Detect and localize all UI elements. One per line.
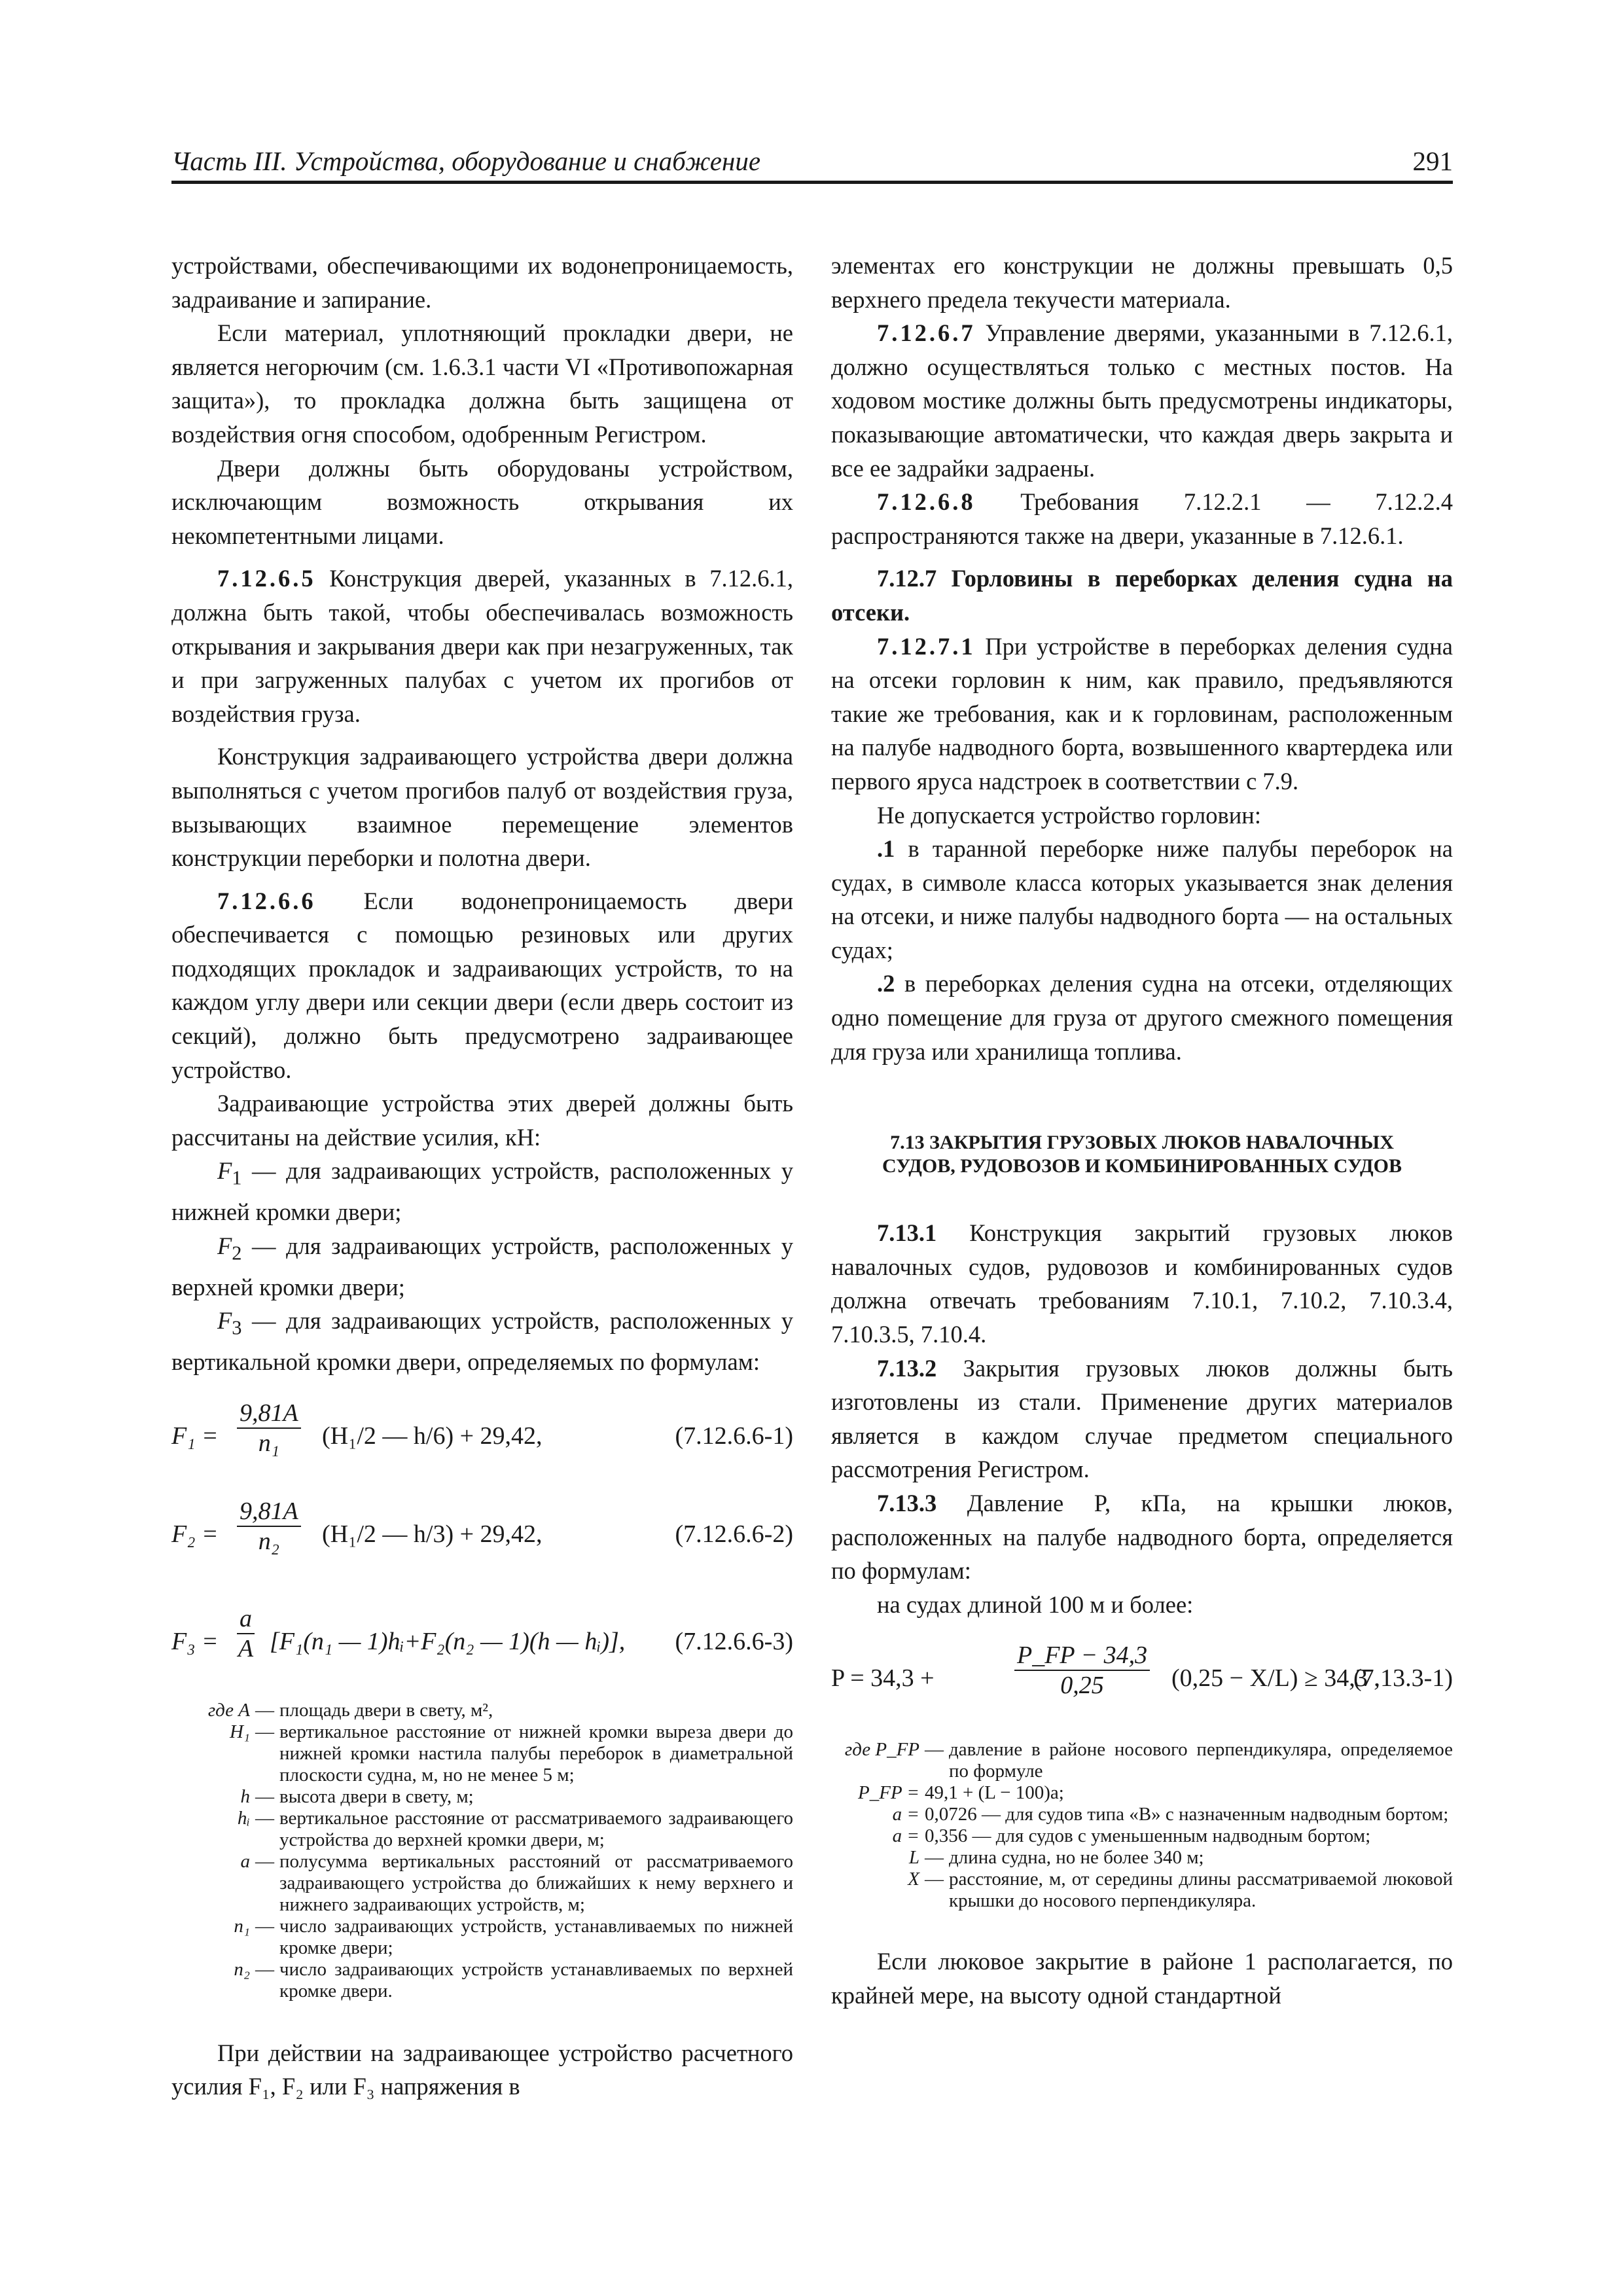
- force-definition: $F_2$ — для задраивающих устройств, расположенных у верхней кромки двери;: [171, 1232, 793, 1300]
- running-header: [171, 141, 1453, 184]
- paragraph: 7.12.6.7 Управление дверями, указанными в 7.12.6.1, должно осуществляться только с местных постов. На ходовом мостике должны быть предусмотрены индикаторы, показывающие автоматически, что каждая дверь закрыта и все ее задрайки задраены.: [831, 319, 1453, 482]
- definition-row: где P_FP — давление в районе носового перпендикуляра, определяемое по формуле: [844, 1739, 1453, 1782]
- definition-row: P_FP = 49,1 + (L − 100)a;: [858, 1782, 1064, 1804]
- header-title: Часть III. Устройства, оборудование и снабжение: [171, 146, 761, 176]
- formula-7-13-3-1: P = 34,3 + $\frac{P\_FP - 34,3}{0,25}$ (0,25 − X/L) ≥ 34,3 , (7.13.3-1): [831, 1641, 1453, 1700]
- symbol-definitions: [171, 1700, 793, 2002]
- paragraph: на судах длиной 100 м и более:: [877, 1590, 1194, 1618]
- paragraph: 7.13.2 Закрытия грузовых люков должны быть изготовлены из стали. Применение других материалов является в каждом случае предметом специального рассмотрения Регистром.: [831, 1354, 1453, 1483]
- formula-7-12-6-6-2: F₂ = $\frac{9,81A}{\text{n₂}}$ (H₁/2 — h/3) + 29,42, (7.12.6.6-2): [171, 1497, 793, 1555]
- clause-number: 7.13.2: [877, 1354, 937, 1382]
- paragraph: 7.12.6.6 Если водонепроницаемость двери обеспечивается с помощью резиновых или других подходящих прокладок и задраивающих устройств, то на каждом углу двери или секции двери (если дверь состоит из секций), должно быть предусмотрено задраивающее устройство.: [171, 887, 793, 1083]
- paragraph: Задраивающие устройства этих дверей должны быть рассчитаны на действие усилия, кН:: [171, 1090, 793, 1151]
- clause-number: 7.12.6.5: [217, 565, 316, 592]
- paragraph: 7.12.7.1 При устройстве в переборках деления судна на отсеки горловин к ним, как правило, предъявляются такие же требования, как и к горловинам, расположенным на палубе надводного борта, возвышенного квартердека или первого яруса надстроек в соответствии с 7.9.: [831, 632, 1453, 795]
- clause-number: 7.12.6.8: [877, 488, 976, 516]
- definition-row: где A — площадь двери в свету, м²,: [207, 1699, 493, 1721]
- definition-row: n₂ — число задраивающих устройств устанавливаемых по верхней кромке двери.: [234, 1958, 793, 2001]
- left-column: [171, 249, 793, 2104]
- paragraph: 7.13.1 Конструкция закрытий грузовых люков навалочных судов, рудовозов и комбинированных судов должна отвечать требованиям 7.10.1, 7.10.2, 7.10.3.4, 7.10.3.5, 7.10.4.: [831, 1219, 1453, 1348]
- page-number: 291: [1412, 146, 1453, 176]
- clause-number: 7.13.3: [877, 1490, 937, 1516]
- force-definition: $F_3$ — для задраивающих устройств, расположенных у вертикальной кромки двери, определяемых по формулам:: [171, 1307, 793, 1376]
- paragraph: 7.13.3 Давление P, кПа, на крышки люков, расположенных на палубе надводного борта, определяется по формулам:: [831, 1490, 1453, 1585]
- section-title: 7.13 ЗАКРЫТИЯ ГРУЗОВЫХ ЛЮКОВ НАВАЛОЧНЫХ СУДОВ, РУДОВОЗОВ И КОМБИНИРОВАННЫХ СУДОВ: [882, 1132, 1402, 1177]
- definition-row: a = 0,0726 — для судов типа «B» с назначенным надводным бортом;: [892, 1804, 1449, 1825]
- force-definition: $F_1$ — для задраивающих устройств, расположенных у нижней кромки двери;: [171, 1157, 793, 1226]
- paragraph: 7.12.6.8 Требования 7.12.2.1 — 7.12.2.4 распространяются также на двери, указанные в 7.12.6.1.: [831, 488, 1453, 549]
- definition-row: hᵢ — вертикальное расстояние от рассматриваемого задраивающего устройства до верхней кромки двери, м;: [237, 1807, 793, 1850]
- formula-7-12-6-6-1: F₁ = $\frac{9,81A}{\text{n₁}}$ (H₁/2 — h/6) + 29,42, (7.12.6.6-1): [171, 1399, 793, 1457]
- subsection-heading: 7.12.7 Горловины в переборках деления судна на отсеки.: [831, 565, 1453, 626]
- definition-row: X — расстояние, м, от середины длины рассматриваемой люковой крышки до носового перпендикуляра.: [908, 1869, 1453, 1912]
- list-item: .1 в таранной переборке ниже палубы переборок на судах, в символе класса которых указывается знак деления на отсеки, и ниже палубы надводного борта — на остальных судах;: [831, 835, 1453, 963]
- definition-row: a — полусумма вертикальных расстояний от рассматриваемого задраивающего устройства до ближайших к нему верхнего и нижнего задраивающих устройств, м;: [240, 1850, 793, 1915]
- list-item: .2 в переборках деления судна на отсеки, отделяющих одно помещение для груза от другого смежного помещения для груза или хранилища топлива.: [831, 970, 1453, 1065]
- right-column: [831, 249, 1453, 2013]
- paragraph: 7.12.6.5 Конструкция дверей, указанных в 7.12.6.1, должна быть такой, чтобы обеспечивалась возможность открывания и закрывания двери как при незагруженных, так и при загруженных палубах с учетом их прогибов от воздействия груза.: [171, 565, 793, 727]
- paragraph: При действии на задраивающее устройство расчетного усилия F₁, F₂ или F₃ напряжения в: [171, 2039, 793, 2100]
- paragraph: Двери должны быть оборудованы устройством, исключающим возможность открывания их некомпетентными лицами.: [171, 454, 793, 549]
- definition-row: h — высота двери в свету, м;: [240, 1785, 474, 1807]
- clause-number: 7.13.1: [877, 1219, 937, 1247]
- definition-row: a = 0,356 — для судов с уменьшенным надводным бортом;: [892, 1825, 1371, 1847]
- symbol-definitions: [831, 1739, 1453, 1912]
- clause-number: 7.12.6.7: [877, 319, 976, 347]
- paragraph: Не допускается устройство горловин:: [877, 801, 1261, 829]
- formula-7-12-6-6-3: F₃ = $\frac{a}{A}$ [F₁(n₁ — 1)hᵢ+F₂(n₂ — 1)(h — hᵢ)], (7.12.6.6-3): [171, 1604, 793, 1662]
- definition-row: L — длина судна, но не более 340 м;: [908, 1847, 1204, 1869]
- definition-row: H₁ — вертикальное расстояние от нижней кромки выреза двери до нижней кромки настила палубы переборок в диаметральной плоскости судна, м, но не менее 5 м;: [229, 1721, 793, 1785]
- definition-row: n₁ — число задраивающих устройств, устанавливаемых по нижней кромке двери;: [234, 1915, 793, 1958]
- clause-number: 7.12.6.6: [217, 887, 316, 914]
- paragraph: Если люковое закрытие в районе 1 располагается, по крайней мере, на высоту одной стандартной: [831, 1948, 1453, 2009]
- paragraph: устройствами, обеспечивающими их водонепроницаемость, задраивание и запирание.: [171, 252, 793, 313]
- paragraph: Если материал, уплотняющий прокладки двери, не является негорючим (см. 1.6.3.1 части VI «Противопожарная защита»), то прокладка должна быть защищена от воздействия огня способом, одобренным Регистром.: [171, 319, 793, 448]
- paragraph: Конструкция задраивающего устройства двери должна выполняться с учетом прогибов палуб от воздействия груза, вызывающих взаимное перемещение элементов конструкции переборки и полотна двери.: [171, 743, 793, 872]
- clause-number: 7.12.7.1: [877, 632, 976, 660]
- paragraph: элементах его конструкции не должны превышать 0,5 верхнего предела текучести материала.: [831, 252, 1453, 313]
